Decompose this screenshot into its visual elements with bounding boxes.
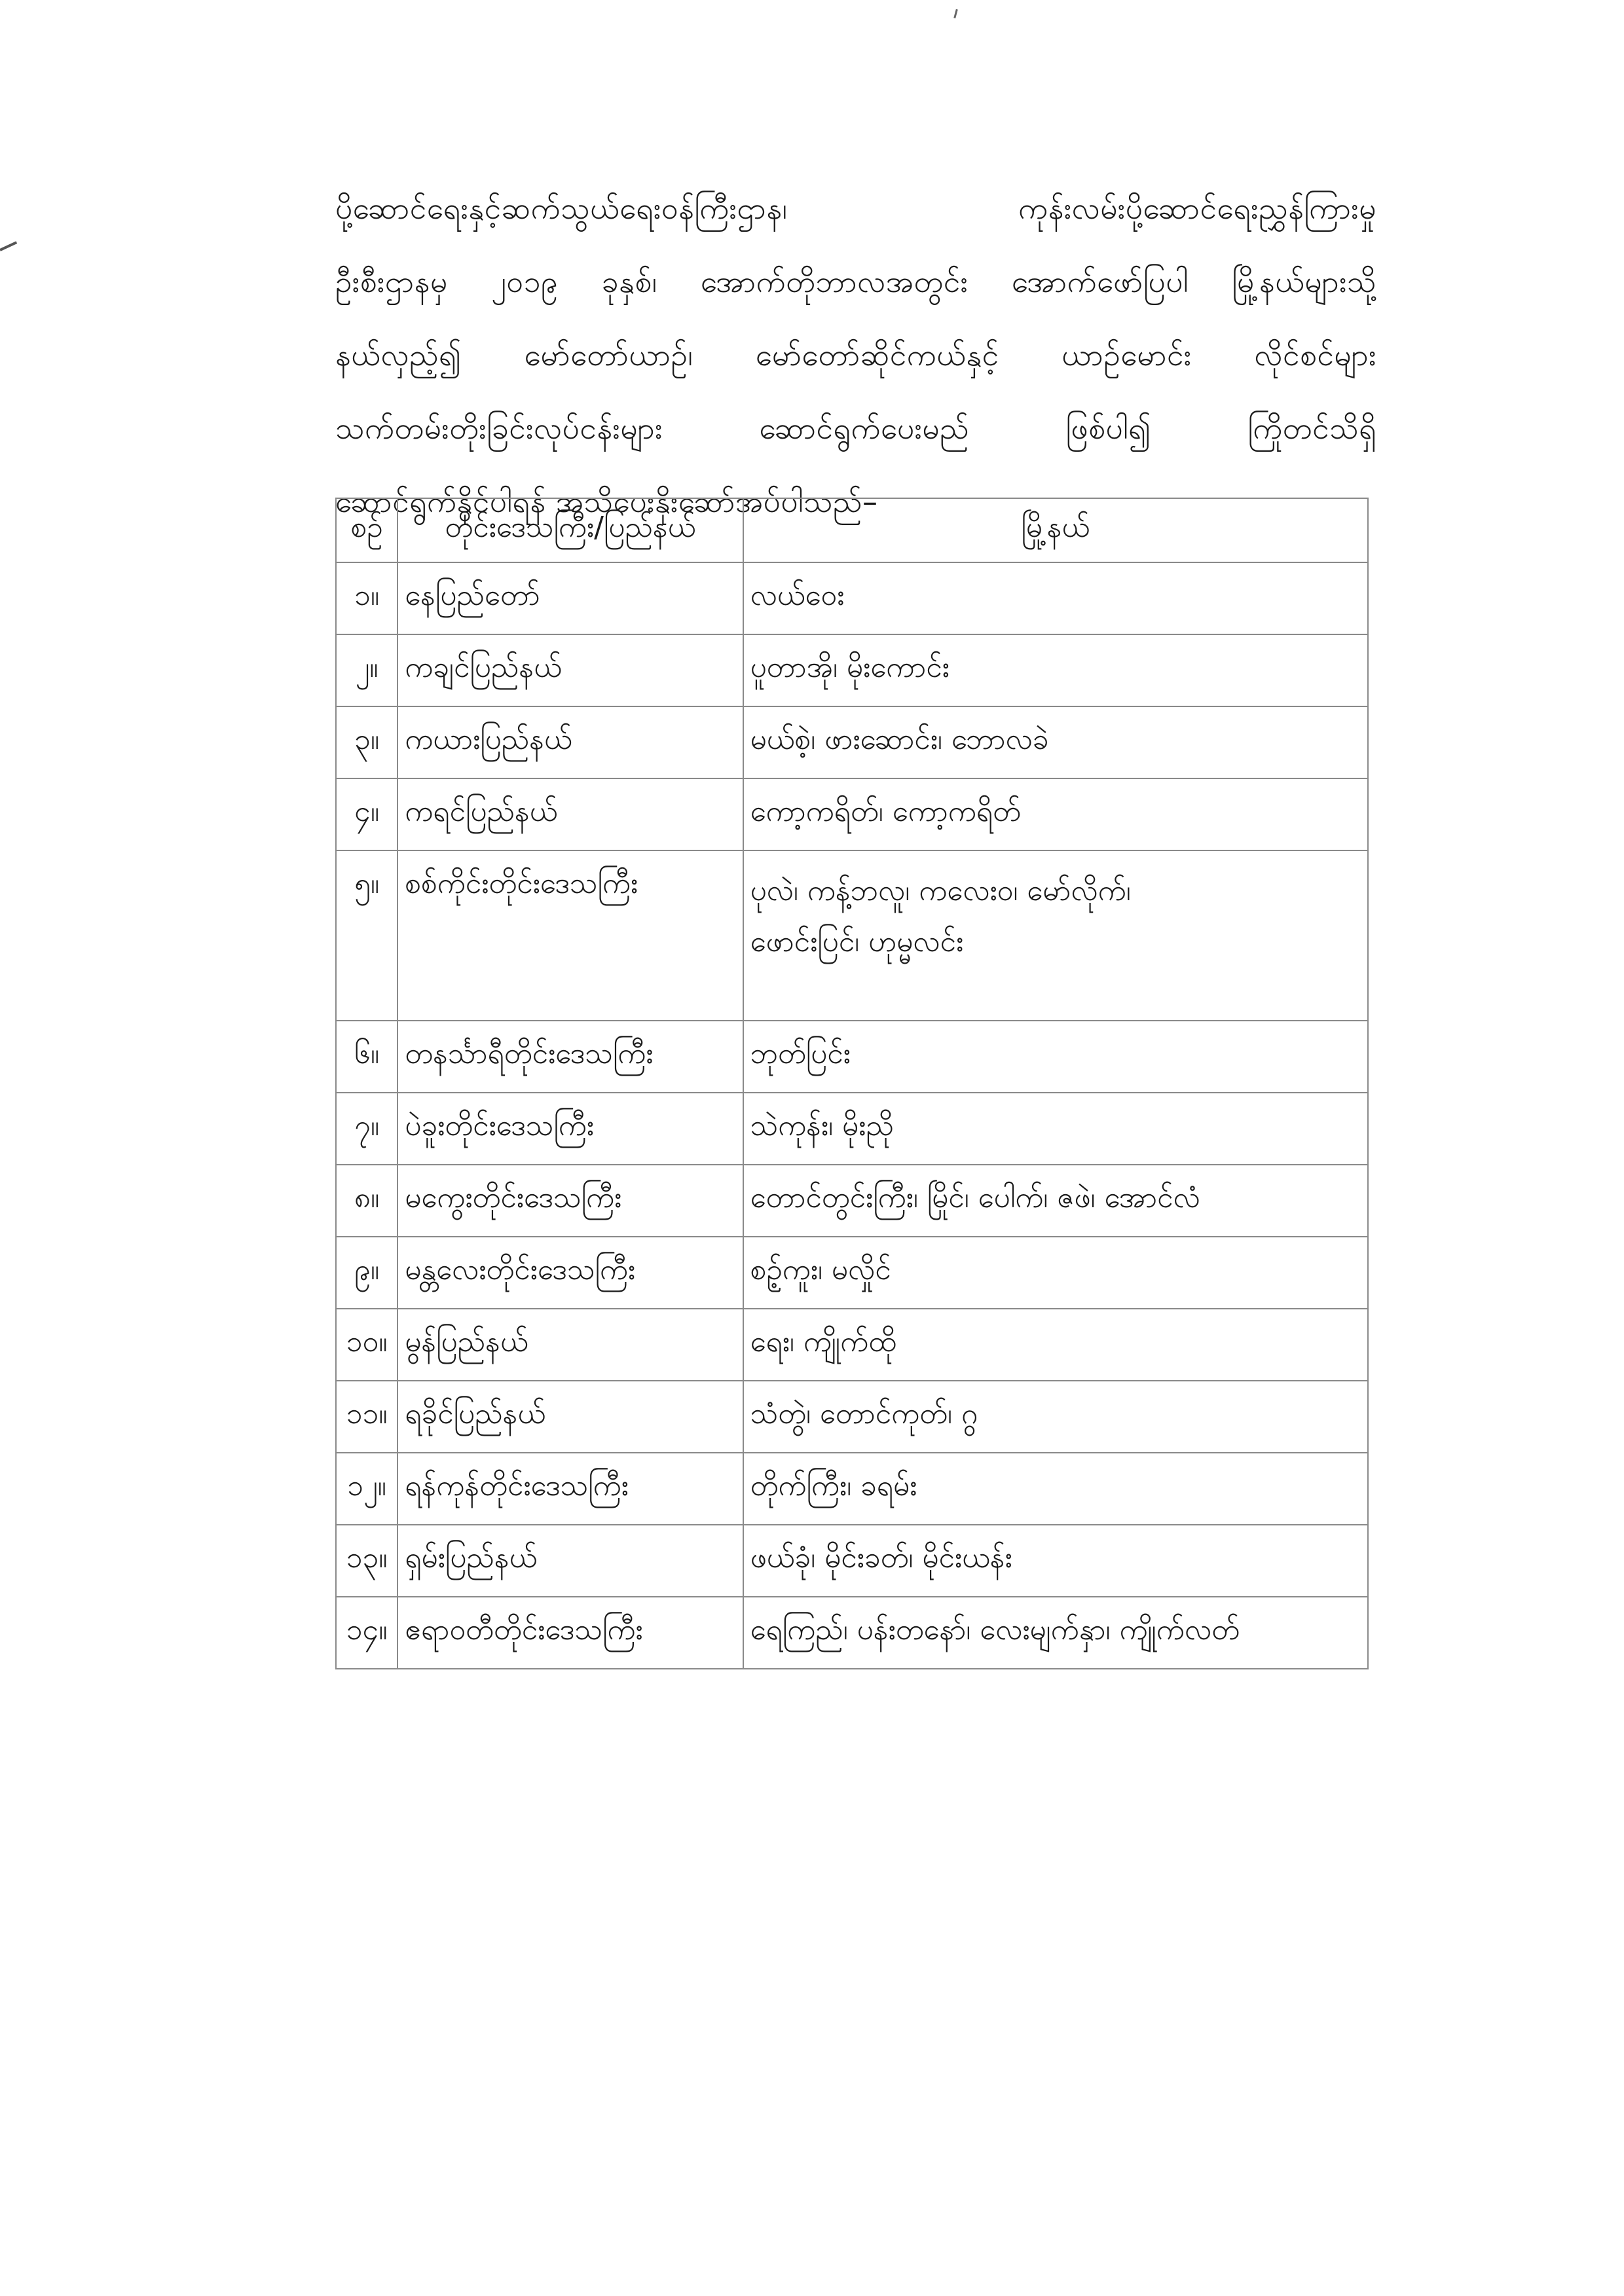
row-township: ဘုတ်ပြင်း	[743, 1021, 1368, 1093]
row-no: ၁၄။	[336, 1597, 397, 1669]
row-township: ပူတာအို၊ မိုးကောင်း	[743, 634, 1368, 706]
header-region: တိုင်းဒေသကြီး/ပြည်နယ်	[397, 498, 743, 562]
row-region: မကွေးတိုင်းဒေသကြီး	[397, 1165, 743, 1237]
row-township: ရေး၊ ကျိုက်ထို	[743, 1309, 1368, 1381]
row-no: ၅။	[336, 850, 397, 1021]
row-no: ၁။	[336, 562, 397, 634]
row-region: ကချင်ပြည်နယ်	[397, 634, 743, 706]
table-row	[336, 562, 1368, 634]
row-township: သံတွဲ၊ တောင်ကုတ်၊ ဂွ	[743, 1381, 1368, 1453]
row-region: ရန်ကုန်တိုင်းဒေသကြီး	[397, 1453, 743, 1525]
row-no: ၈။	[336, 1165, 397, 1237]
row-no: ၂။	[336, 634, 397, 706]
intro-line: ဦးစီးဌာနမှ ၂၀၁၉ ခုနှစ်၊ အောက်တိုဘာလအတွင်း အောက်ဖော်ပြပါ မြို့နယ်များသို့	[335, 264, 1376, 299]
schedule-table	[335, 498, 1369, 1669]
intro-line: သက်တမ်းတိုးခြင်းလုပ်ငန်းများ ဆောင်ရွက်ပေးမည် ဖြစ်ပါ၍ ကြိုတင်သိရှိ	[335, 410, 1376, 446]
row-township: မယ်စဲ့၊ ဖားဆောင်း၊ ဘောလခဲ	[743, 706, 1368, 778]
row-township: ရေကြည်၊ ပန်းတနော်၊ လေးမျက်နှာ၊ ကျိုက်လတ်	[743, 1597, 1368, 1669]
table-row	[336, 1597, 1368, 1669]
row-no: ၁၂။	[336, 1453, 397, 1525]
table-header-row	[336, 498, 1368, 562]
row-region: ပဲခူးတိုင်းဒေသကြီး	[397, 1093, 743, 1165]
row-no: ၉။	[336, 1237, 397, 1309]
row-region: တနင်္သာရီတိုင်းဒေသကြီး	[397, 1021, 743, 1093]
row-no: ၇။	[336, 1093, 397, 1165]
row-township: ကော့ကရိတ်၊ ကော့ကရိတ်	[743, 778, 1368, 850]
table-row	[336, 1021, 1368, 1093]
row-township: တိုက်ကြီး၊ ခရမ်း	[743, 1453, 1368, 1525]
row-region: မန္တလေးတိုင်းဒေသကြီး	[397, 1237, 743, 1309]
intro-line: ဆောင်ရွက်နိုင်ပါရန် အသိပေးနိုးဆော်အပ်ပါသည်–	[335, 484, 878, 519]
row-region: ကယားပြည်နယ်	[397, 706, 743, 778]
table-row	[336, 850, 1368, 1021]
row-township: စဉ့်ကူး၊ မလှိုင်	[743, 1237, 1368, 1309]
row-township: တောင်တွင်းကြီး၊ မြိုင်၊ ပေါက်၊ ဇဖဲ၊ အောင်လံ	[743, 1165, 1368, 1237]
scan-mark-top	[953, 9, 958, 18]
row-region: ကရင်ပြည်နယ်	[397, 778, 743, 850]
table-row	[336, 634, 1368, 706]
row-region: မွန်ပြည်နယ်	[397, 1309, 743, 1381]
table-row	[336, 1381, 1368, 1453]
table-row	[336, 1453, 1368, 1525]
header-no: စဉ်	[336, 498, 397, 562]
row-region: ဧရာဝတီတိုင်းဒေသကြီး	[397, 1597, 743, 1669]
row-region: စစ်ကိုင်းတိုင်းဒေသကြီး	[397, 850, 743, 1021]
row-no: ၃။	[336, 706, 397, 778]
row-township: ဖယ်ခုံ၊ မိုင်းခတ်၊ မိုင်းယန်း	[743, 1525, 1368, 1597]
row-no: ၄။	[336, 778, 397, 850]
header-township: မြို့နယ်	[743, 498, 1368, 562]
intro-paragraph	[335, 172, 1376, 538]
table-row	[336, 1165, 1368, 1237]
row-region: နေပြည်တော်	[397, 562, 743, 634]
row-no: ၁၀။	[336, 1309, 397, 1381]
row-township: လယ်ဝေး	[743, 562, 1368, 634]
row-no: ၆။	[336, 1021, 397, 1093]
table-row	[336, 1237, 1368, 1309]
row-region: ရခိုင်ပြည်နယ်	[397, 1381, 743, 1453]
intro-line: ပို့ဆောင်ရေးနှင့်ဆက်သွယ်ရေးဝန်ကြီးဌာန၊ ကုန်းလမ်းပို့ဆောင်ရေးညွှန်ကြားမှု	[335, 191, 1376, 226]
row-township	[743, 850, 1368, 1021]
table-row	[336, 1093, 1368, 1165]
table-row	[336, 706, 1368, 778]
row-township-line: ဖောင်းပြင်၊ ဟုမ္မလင်း	[750, 925, 964, 958]
intro-line: နယ်လှည့်၍ မော်တော်ယာဉ်၊ မော်တော်ဆိုင်ကယ်နှင့် ယာဉ်မောင်း လိုင်စင်များ	[335, 337, 1376, 373]
row-no: ၁၃။	[336, 1525, 397, 1597]
table-row	[336, 778, 1368, 850]
row-township: သဲကုန်း၊ မိုးညို	[743, 1093, 1368, 1165]
table-row	[336, 1525, 1368, 1597]
table-row	[336, 1309, 1368, 1381]
scan-mark-left	[0, 241, 17, 251]
row-region: ရှမ်းပြည်နယ်	[397, 1525, 743, 1597]
row-township-line: ပုလဲ၊ ကန့်ဘလူ၊ ကလေးဝ၊ မော်လိုက်၊	[750, 874, 1131, 907]
row-no: ၁၁။	[336, 1381, 397, 1453]
